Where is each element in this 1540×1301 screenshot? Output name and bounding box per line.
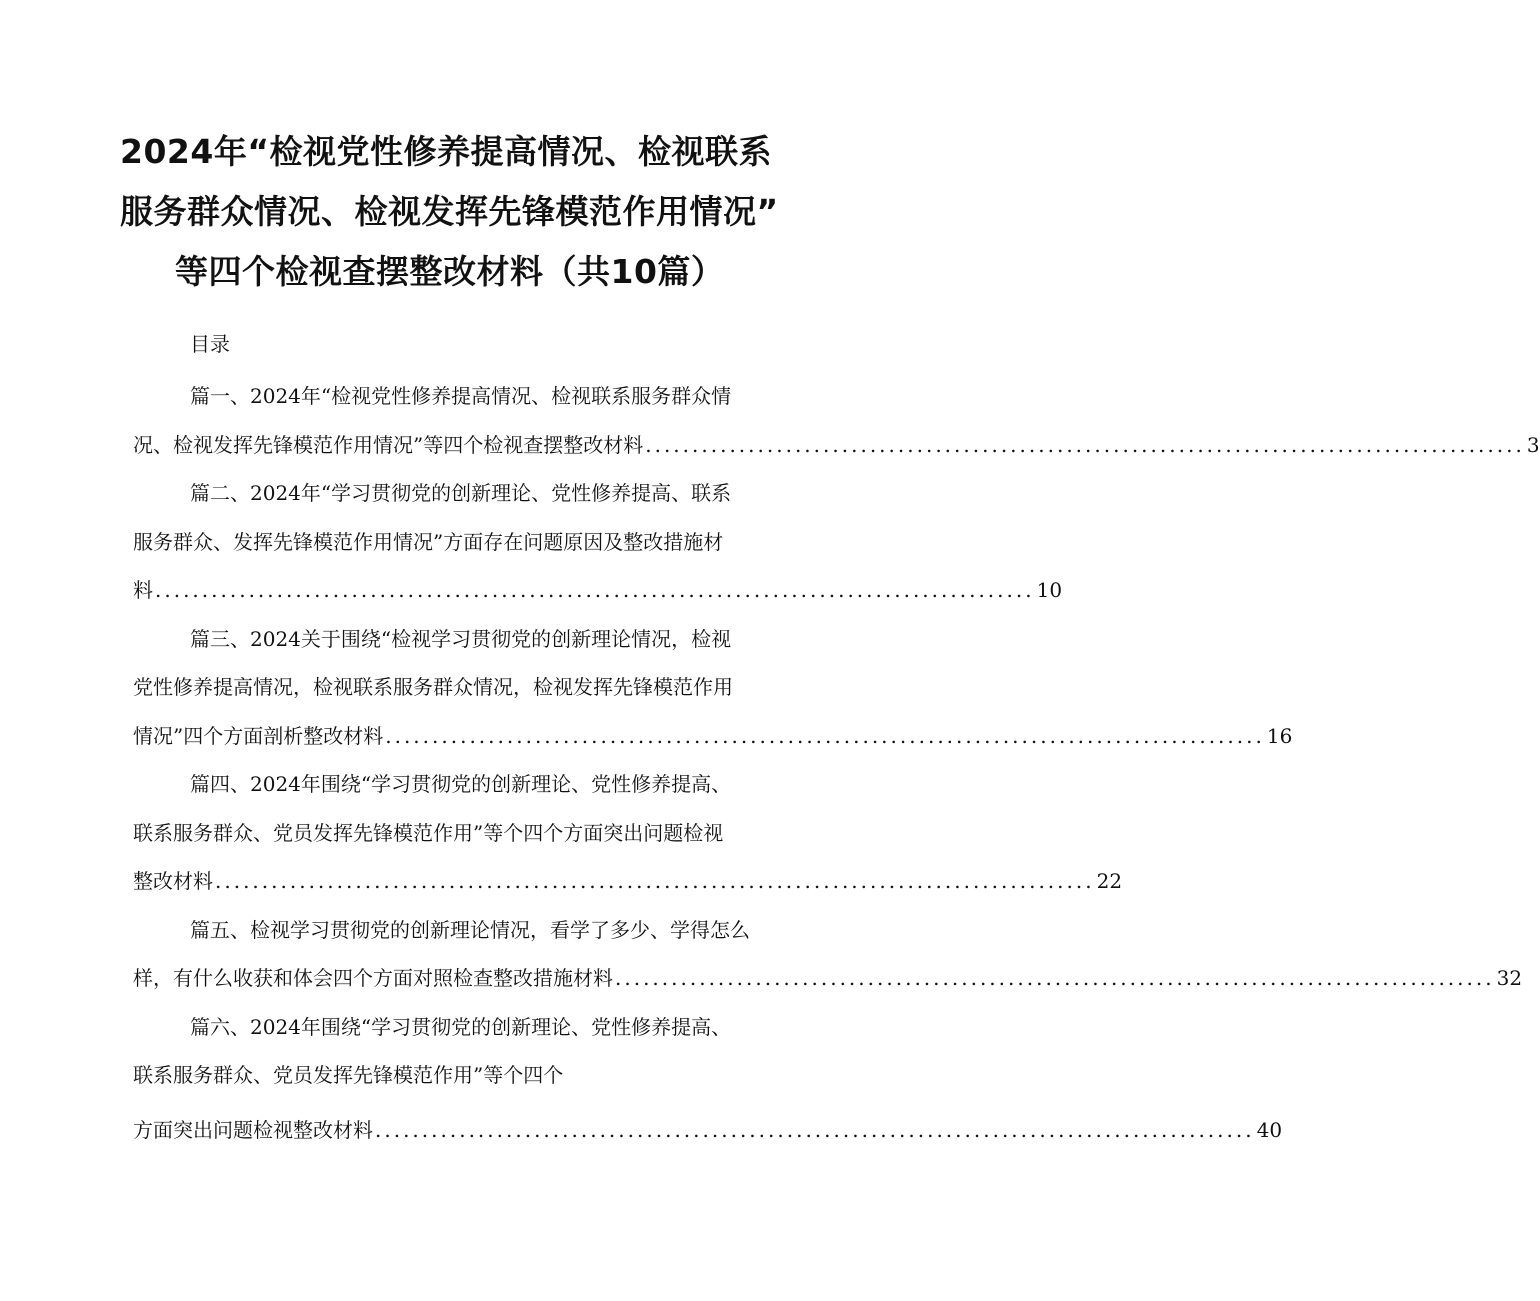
toc-page-number: 3 [1526,432,1540,457]
title-line: 2024年“检视党性修养提高情况、检视联系 [120,132,773,171]
toc-page-number: 22 [1096,869,1123,893]
toc-page-number: 16 [1266,723,1293,748]
document-title [120,122,800,302]
toc-entry[interactable] [133,469,1063,615]
title-line: 等四个检视查摆整改材料（共10篇） [175,252,725,291]
toc-entry-line: 料 [133,578,153,602]
toc-entry-last-line [133,566,1063,615]
toc-entry[interactable] [133,1003,1283,1155]
toc-entry-last-line [133,954,1523,1003]
toc-list [133,372,1540,1154]
toc-page-number: 40 [1256,1117,1283,1142]
toc-entry-line: 篇二、2024年“学习贯彻党的创新理论、党性修养提高、联系 [190,481,732,505]
toc-entry-last-line [133,712,1293,761]
toc-page-number: 10 [1036,578,1063,602]
toc-entry-line: 联系服务群众、党员发挥先锋模范作用”等个四个方面突出问题检视 [133,820,724,845]
toc-entry[interactable] [133,906,1523,1003]
toc-heading: 目录 [190,332,230,356]
toc-entry-line: 篇四、2024年围绕“学习贯彻党的创新理论、党性修养提高、 [190,772,732,796]
toc-entry-line: 篇三、2024关于围绕“检视学习贯彻党的创新理论情况，检视 [190,626,732,651]
toc-entry-line: 况、检视发挥先锋模范作用情况”等四个检视查摆整改材料 [133,432,644,457]
toc-entry-line: 联系服务群众、党员发挥先锋模范作用”等个四个 [133,1063,564,1087]
toc-entry-line: 服务群众、发挥先锋模范作用情况”方面存在问题原因及整改措施材 [133,529,724,554]
toc-entry-line: 整改材料 [133,869,213,893]
toc-entry[interactable] [133,615,1293,761]
toc-entry-last-line [133,857,1123,906]
dot-leader: .............................................................................................. [385,723,1265,748]
dot-leader: .............................................................................................. [645,432,1525,457]
title-line: 服务群众情况、检视发挥先锋模范作用情况” [120,192,779,231]
toc-entry-line: 样，有什么收获和体会四个方面对照检查整改措施材料 [133,966,613,990]
dot-leader: .............................................................................................. [155,578,1035,602]
toc-entry-line: 篇六、2024年围绕“学习贯彻党的创新理论、党性修养提高、 [190,1014,732,1039]
toc-entry-line: 党性修养提高情况，检视联系服务群众情况，检视发挥先锋模范作用 [133,675,733,699]
toc-entry[interactable] [133,760,1123,906]
dot-leader: .............................................................................................. [375,1117,1255,1142]
toc-entry-line: 方面突出问题检视整改材料 [133,1117,373,1142]
dot-leader: .............................................................................................. [615,966,1495,990]
toc-page-number: 32 [1496,966,1523,990]
toc-entry-last-line [133,421,1540,470]
toc-entry-last-line [133,1106,1283,1155]
dot-leader: .............................................................................................. [215,869,1095,893]
toc-entry[interactable] [133,372,1540,469]
toc-entry-line: 篇五、检视学习贯彻党的创新理论情况，看学了多少、学得怎么 [190,917,750,942]
toc-entry-line: 情况”四个方面剖析整改材料 [133,723,384,748]
toc-entry-line: 篇一、2024年“检视党性修养提高情况、检视联系服务群众情 [190,384,732,408]
